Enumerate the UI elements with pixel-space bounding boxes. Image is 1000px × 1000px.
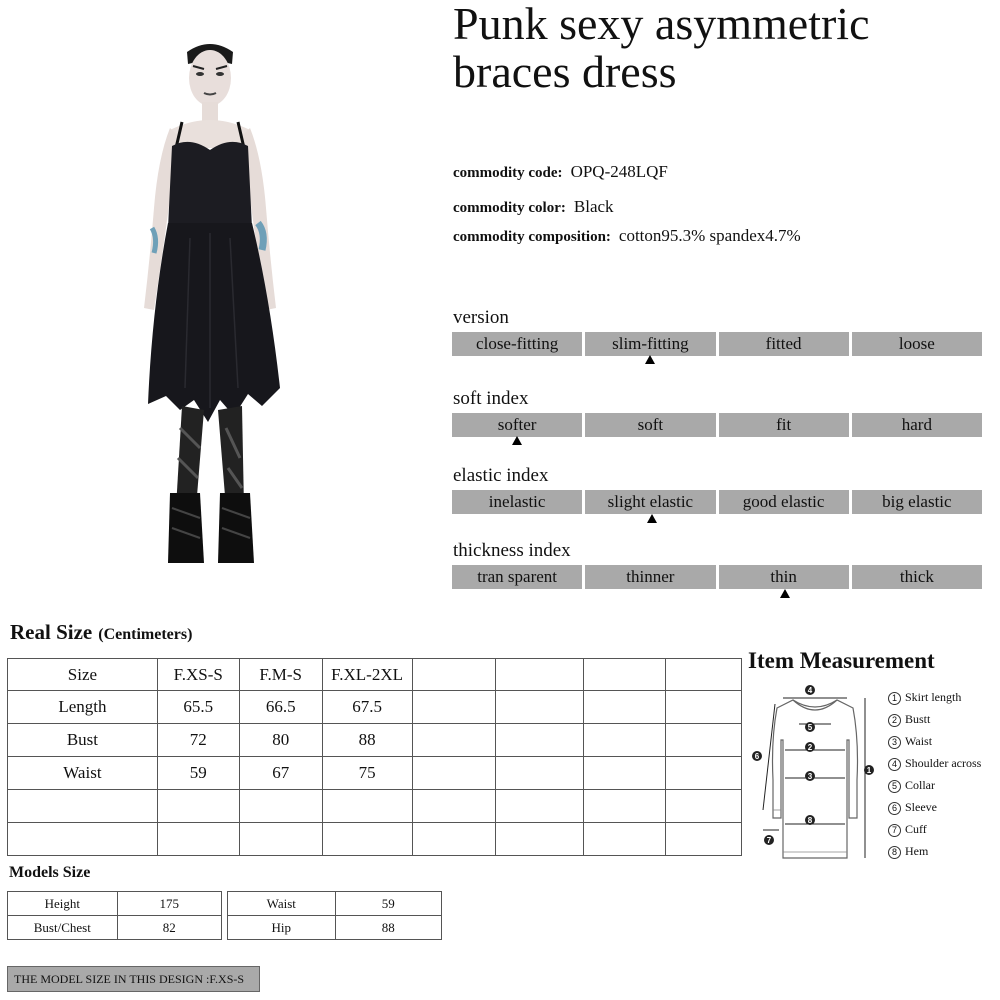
table-cell: 175 (117, 892, 221, 916)
model-photo (130, 38, 290, 573)
table-cell (412, 790, 496, 823)
real-size-table (7, 658, 742, 856)
table-cell (496, 691, 584, 724)
table-cell: Waist (228, 892, 336, 916)
commodity-color-label: commodity color: (453, 200, 566, 216)
real-size-heading: Real Size (10, 620, 93, 644)
table-cell (412, 757, 496, 790)
thickness-index-label: thickness index (453, 540, 571, 561)
thickness-index-option: tran sparent (452, 565, 582, 589)
svg-text:8: 8 (807, 816, 813, 825)
version-scale (452, 332, 982, 356)
table-cell: 72 (157, 724, 239, 757)
table-cell: Waist (8, 757, 158, 790)
legend-label: Collar (905, 778, 935, 792)
legend-number: 7 (888, 824, 901, 837)
legend-label: Bustt (905, 712, 931, 726)
table-cell (412, 823, 496, 856)
measurement-legend (888, 688, 998, 864)
models-size-title: Models Size (9, 864, 91, 881)
table-cell: 80 (239, 724, 322, 757)
version-option: slim-fitting (585, 332, 715, 356)
elastic-index-scale (452, 490, 982, 514)
table-cell (239, 790, 322, 823)
table-cell (584, 790, 666, 823)
table-cell: Bust/Chest (8, 916, 118, 940)
table-cell (239, 823, 322, 856)
legend-number: 8 (888, 846, 901, 859)
table-cell: F.M-S (239, 659, 322, 691)
table-row (228, 916, 442, 940)
legend-label: Hem (905, 844, 929, 858)
table-cell (496, 757, 584, 790)
table-cell (8, 790, 158, 823)
table-cell (584, 724, 666, 757)
legend-number: 4 (888, 758, 901, 771)
table-cell: 67 (239, 757, 322, 790)
table-row (8, 724, 742, 757)
legend-label: Sleeve (905, 800, 937, 814)
svg-text:3: 3 (807, 772, 813, 781)
commodity-code-label: commodity code: (453, 165, 563, 181)
table-row (8, 790, 742, 823)
table-row (8, 916, 222, 940)
table-cell (412, 691, 496, 724)
soft-index-option: softer (452, 413, 582, 437)
table-cell (584, 659, 666, 691)
thickness-index-scale (452, 565, 982, 589)
table-cell: 75 (322, 757, 412, 790)
table-cell: Hip (228, 916, 336, 940)
legend-label: Cuff (905, 822, 927, 836)
elastic-index-label: elastic index (453, 465, 549, 486)
commodity-code (453, 162, 668, 182)
version-marker-icon (645, 355, 655, 364)
table-cell (666, 757, 742, 790)
elastic-index-marker-icon (647, 514, 657, 523)
table-cell: 67.5 (322, 691, 412, 724)
legend-number: 5 (888, 780, 901, 793)
svg-text:2: 2 (807, 743, 813, 752)
real-size-unit: (Centimeters) (98, 626, 193, 643)
table-cell: 59 (335, 892, 441, 916)
legend-item (888, 776, 998, 798)
table-cell (496, 823, 584, 856)
table-cell: Height (8, 892, 118, 916)
table-cell (157, 823, 239, 856)
commodity-composition-value: cotton95.3% spandex4.7% (618, 226, 801, 245)
table-cell: 88 (335, 916, 441, 940)
table-row (8, 659, 742, 691)
table-cell (8, 823, 158, 856)
model-size-banner: THE MODEL SIZE IN THIS DESIGN :F.XS-S (7, 966, 260, 992)
legend-item (888, 754, 998, 776)
table-row (8, 892, 222, 916)
garment-diagram-icon (745, 680, 885, 870)
product-title: Punk sexy asymmetric braces dress (453, 0, 870, 97)
table-cell: Bust (8, 724, 158, 757)
table-cell (584, 691, 666, 724)
soft-index-option: soft (585, 413, 715, 437)
version-option: loose (852, 332, 982, 356)
table-cell (666, 790, 742, 823)
table-cell: Size (8, 659, 158, 691)
elastic-index-option: inelastic (452, 490, 582, 514)
legend-item (888, 842, 998, 864)
models-size-table-left (7, 891, 222, 940)
table-cell (322, 790, 412, 823)
table-row (8, 823, 742, 856)
table-cell (584, 823, 666, 856)
table-cell (496, 659, 584, 691)
svg-text:4: 4 (807, 686, 813, 695)
table-cell (496, 724, 584, 757)
svg-text:7: 7 (766, 836, 772, 845)
legend-number: 1 (888, 692, 901, 705)
thickness-index-option: thin (719, 565, 849, 589)
commodity-code-value: OPQ-248LQF (570, 162, 668, 181)
table-cell: 66.5 (239, 691, 322, 724)
thickness-index-option: thinner (585, 565, 715, 589)
table-cell: F.XS-S (157, 659, 239, 691)
soft-index-scale (452, 413, 982, 437)
table-cell: 82 (117, 916, 221, 940)
table-cell: Length (8, 691, 158, 724)
legend-item (888, 798, 998, 820)
table-cell (666, 691, 742, 724)
table-cell: 59 (157, 757, 239, 790)
table-cell (496, 790, 584, 823)
table-row (8, 691, 742, 724)
legend-item (888, 732, 998, 754)
soft-index-label: soft index (453, 388, 529, 409)
table-cell (322, 823, 412, 856)
commodity-color (453, 197, 614, 217)
legend-label: Shoulder across (905, 756, 982, 770)
legend-item (888, 688, 998, 710)
table-cell: 65.5 (157, 691, 239, 724)
version-option: fitted (719, 332, 849, 356)
table-cell (584, 757, 666, 790)
table-cell (157, 790, 239, 823)
table-row (8, 757, 742, 790)
models-size-table-right (227, 891, 442, 940)
commodity-composition-label: commodity composition: (453, 229, 611, 245)
thickness-index-option: thick (852, 565, 982, 589)
table-cell (666, 724, 742, 757)
version-label: version (453, 307, 509, 328)
soft-index-option: fit (719, 413, 849, 437)
commodity-color-value: Black (573, 197, 614, 216)
table-cell: F.XL-2XL (322, 659, 412, 691)
elastic-index-option: good elastic (719, 490, 849, 514)
thickness-index-marker-icon (780, 589, 790, 598)
table-cell (412, 659, 496, 691)
svg-text:1: 1 (866, 766, 872, 775)
elastic-index-option: slight elastic (585, 490, 715, 514)
table-cell: 88 (322, 724, 412, 757)
elastic-index-option: big elastic (852, 490, 982, 514)
svg-text:6: 6 (754, 752, 760, 761)
table-cell (412, 724, 496, 757)
soft-index-option: hard (852, 413, 982, 437)
real-size-title (10, 620, 192, 645)
table-cell (666, 823, 742, 856)
legend-number: 3 (888, 736, 901, 749)
legend-label: Waist (905, 734, 933, 748)
legend-item (888, 820, 998, 842)
svg-text:5: 5 (807, 723, 813, 732)
table-cell (666, 659, 742, 691)
table-row (228, 892, 442, 916)
item-measurement-title: Item Measurement (748, 648, 935, 673)
legend-number: 6 (888, 802, 901, 815)
soft-index-marker-icon (512, 436, 522, 445)
legend-label: Skirt length (905, 690, 962, 704)
legend-item (888, 710, 998, 732)
version-option: close-fitting (452, 332, 582, 356)
commodity-composition (453, 226, 801, 246)
legend-number: 2 (888, 714, 901, 727)
